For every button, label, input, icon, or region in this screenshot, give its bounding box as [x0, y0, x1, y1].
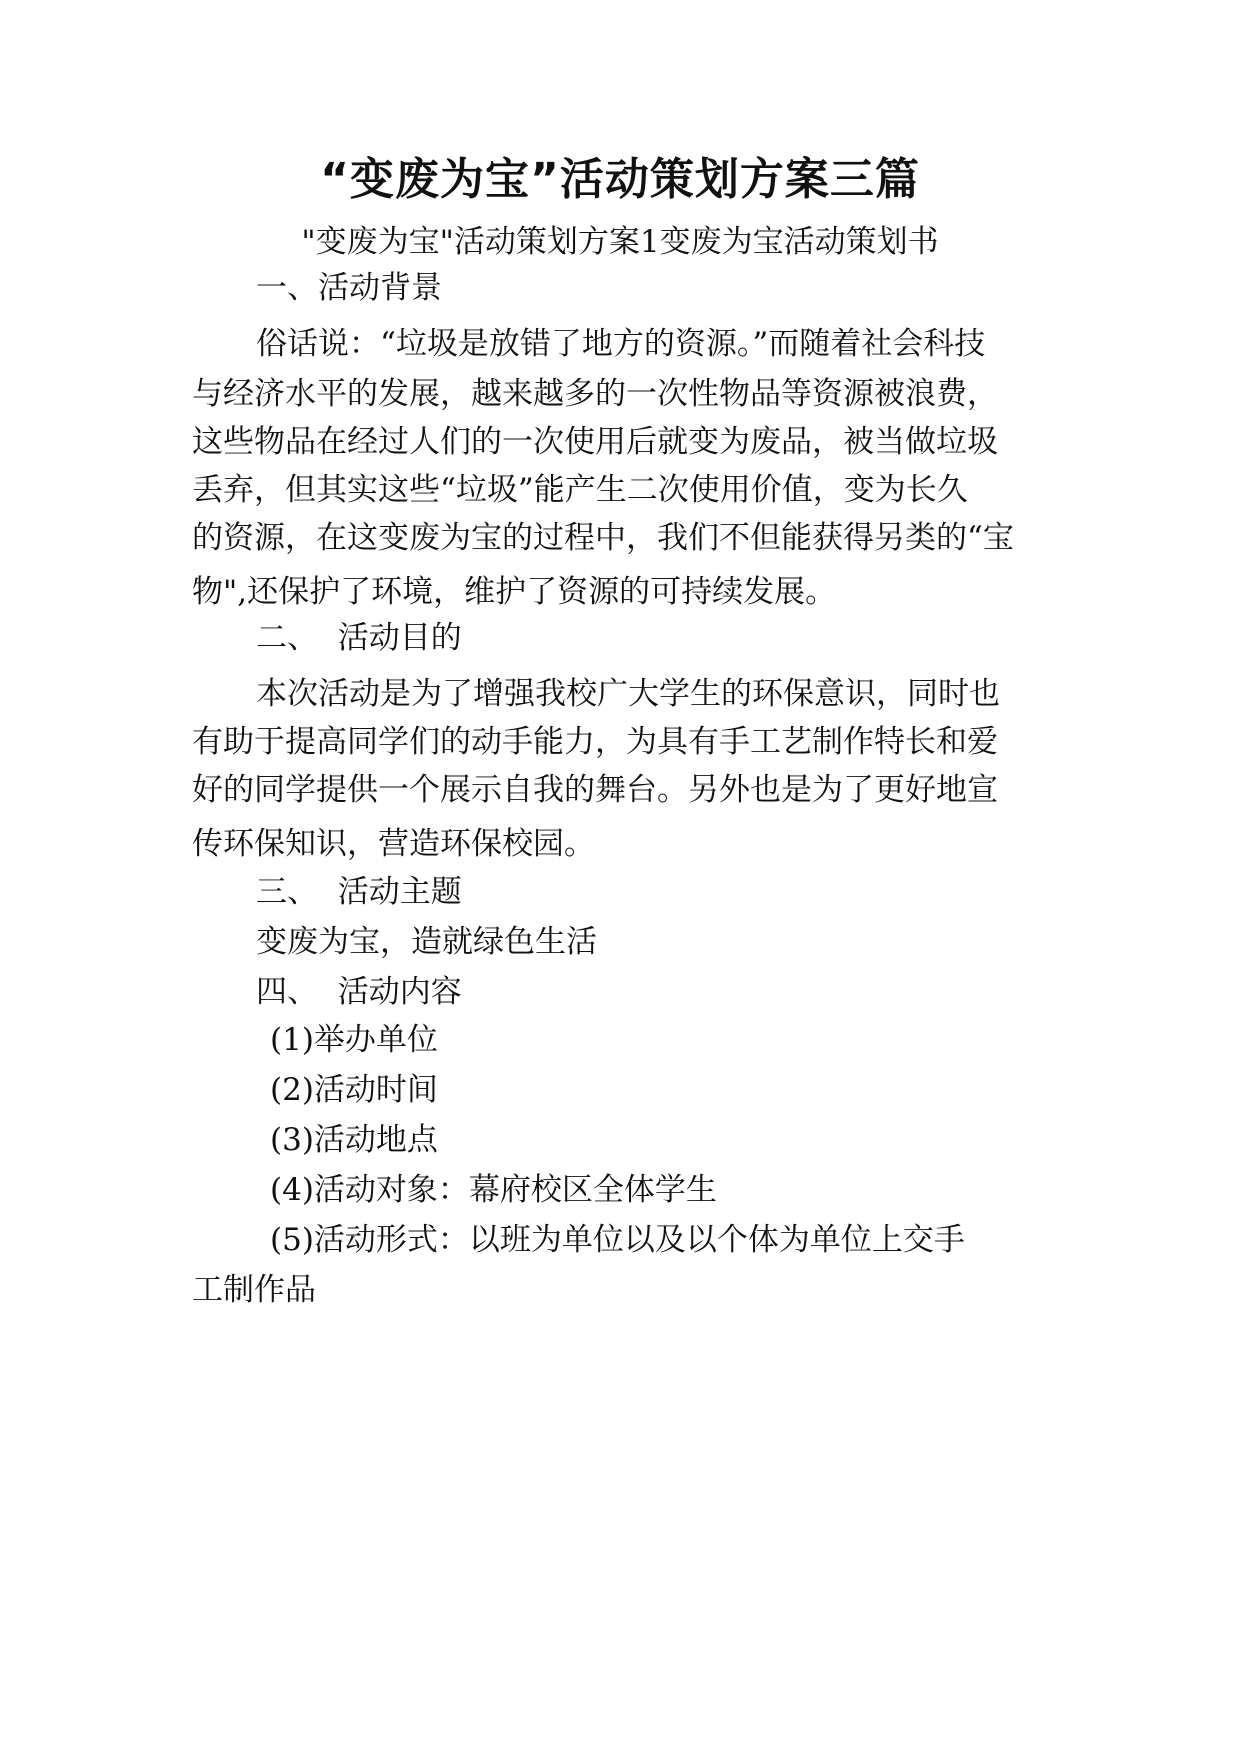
document-title: “变废为宝”活动策划方案三篇 — [320, 154, 920, 205]
content-list-item: (5)活动形式：以班为单位以及以个体为单位上交手 — [270, 1222, 965, 1258]
content-list-continuation: 工制作品 — [192, 1272, 316, 1308]
paragraph-line: 的资源，在这变废为宝的过程中，我们不但能获得另类的“宝 — [192, 520, 1014, 556]
paragraph-line: 俗话说：“垃圾是放错了地方的资源。”而随着社会科技 — [256, 326, 986, 362]
content-list-item: (2)活动时间 — [270, 1072, 438, 1108]
section-heading-content: 四、 活动内容 — [256, 974, 462, 1010]
paragraph-line: 物",还保护了环境，维护了资源的可持续发展。 — [192, 574, 837, 610]
content-list-item: (4)活动对象：幕府校区全体学生 — [270, 1172, 717, 1208]
content-list-item: (3)活动地点 — [270, 1122, 438, 1158]
paragraph-line: 传环保知识，营造环保校园。 — [192, 826, 595, 862]
section-heading-theme: 三、 活动主题 — [256, 874, 462, 910]
content-list-item: (1)举办单位 — [270, 1022, 438, 1058]
paragraph-line: 与经济水平的发展，越来越多的一次性物品等资源被浪费， — [192, 376, 998, 412]
document-subtitle: "变废为宝"活动策划方案1变废为宝活动策划书 — [301, 224, 939, 260]
paragraph-line: 好的同学提供一个展示自我的舞台。另外也是为了更好地宣 — [192, 772, 998, 808]
paragraph-line: 丢弃，但其实这些“垃圾”能产生二次使用价值，变为长久 — [192, 472, 968, 508]
paragraph-line: 这些物品在经过人们的一次使用后就变为废品，被当做垃圾 — [192, 424, 998, 460]
section-heading-purpose: 二、 活动目的 — [256, 620, 462, 656]
theme-text: 变废为宝，造就绿色生活 — [256, 924, 597, 960]
paragraph-line: 本次活动是为了增强我校广大学生的环保意识，同时也 — [256, 676, 1000, 712]
paragraph-line: 有助于提高同学们的动手能力，为具有手工艺制作特长和爱 — [192, 724, 998, 760]
section-heading-background: 一、活动背景 — [256, 270, 442, 306]
